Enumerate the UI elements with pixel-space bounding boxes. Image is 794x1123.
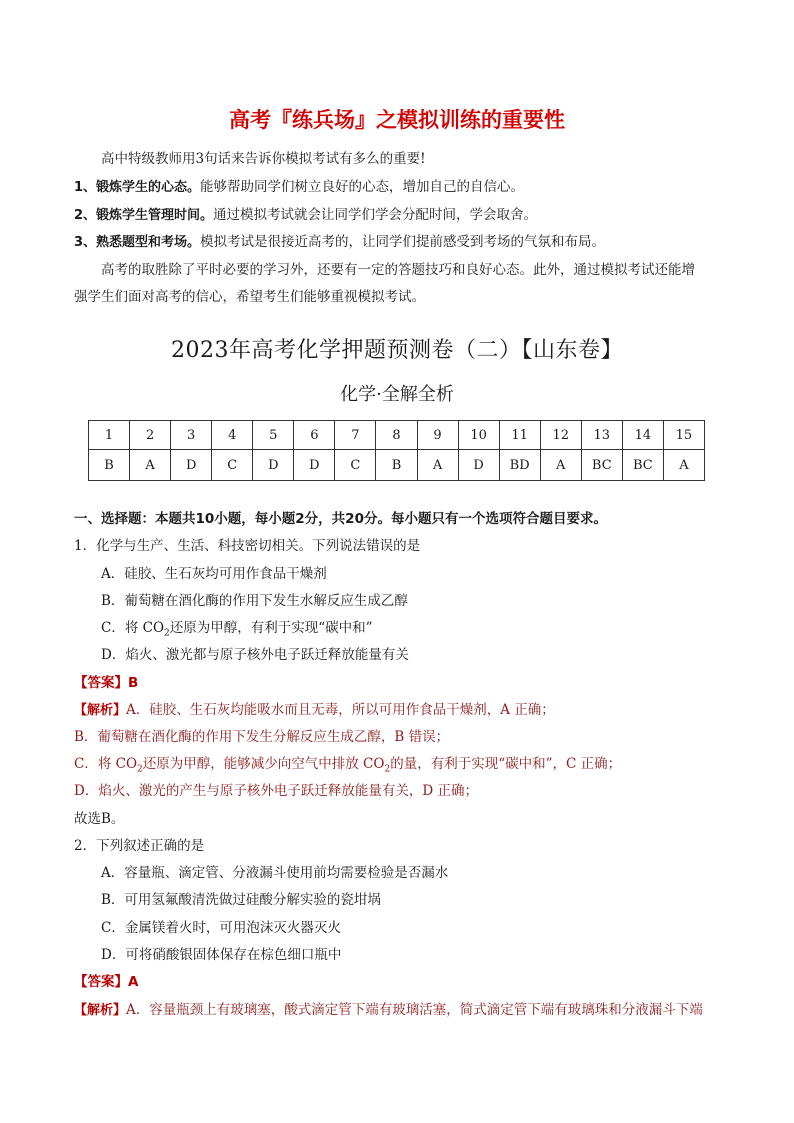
q1-option-c-post: 还原为甲醇，有利于实现“碳中和”: [169, 620, 373, 636]
q1-analysis-c-sub1: 2: [137, 764, 143, 775]
number-cell: 14: [622, 421, 663, 450]
answer-cell: A: [130, 450, 171, 481]
point-1-text: 能够帮助同学们树立良好的心态，增加自己的自信心。: [200, 179, 525, 195]
answer-cell: BC: [622, 450, 663, 481]
q1-analysis-c: [74, 754, 621, 780]
q1-analysis-a: [74, 700, 555, 721]
answer-cell: A: [540, 450, 581, 481]
point-3: [74, 232, 734, 253]
q2-stem: 2．下列叙述正确的是: [74, 838, 205, 854]
answer-table: [88, 420, 705, 481]
answer-cell: C: [335, 450, 376, 481]
answer-cell: D: [171, 450, 212, 481]
answer-cell: A: [663, 450, 704, 481]
answer-cell: C: [212, 450, 253, 481]
number-cell: 1: [89, 421, 130, 450]
number-cell: 8: [376, 421, 417, 450]
answer-table-answer-row: [89, 450, 705, 481]
exam-title: 2023年高考化学押题预测卷（二）【山东卷】: [171, 338, 623, 363]
q1-analysis-c-post: 的量，有利于实现“碳中和”，C 正确；: [390, 756, 622, 772]
q1-analysis-c-mid: 还原为甲醇，能够减少向空气中排放 CO: [142, 756, 385, 772]
answer-cell: BC: [581, 450, 622, 481]
q1-option-d: D．焰火、激光都与原子核外电子跃迁释放能量有关: [101, 647, 409, 663]
q1-option-c: [101, 618, 373, 644]
q2-option-a: A．容量瓶、滴定管、分液漏斗使用前均需要检验是否漏水: [101, 865, 449, 881]
q2-option-d: D．可将硝酸银固体保存在棕色细口瓶中: [101, 947, 342, 963]
q2-analysis-a-text: A．容量瓶颈上有玻璃塞，酸式滴定管下端有玻璃活塞，简式滴定管下端有玻璃珠和分液漏斗下端: [126, 1002, 703, 1018]
number-cell: 11: [499, 421, 540, 450]
q2-option-c: C．金属镁着火时，可用泡沫灭火器灭火: [101, 920, 341, 936]
answer-cell: B: [376, 450, 417, 481]
q2-answer: 【答案】A: [74, 974, 139, 990]
answer-cell: B: [89, 450, 130, 481]
number-cell: 5: [253, 421, 294, 450]
q1-analysis-label: 【解析】: [74, 703, 127, 718]
paragraph-line-2: 强学生们面对高考的信心，希望考生们能够重视模拟考试。: [74, 289, 425, 305]
q1-stem: 1．化学与生产、生活、科技密切相关。下列说法错误的是: [74, 538, 421, 554]
section-heading: 一、选择题：本题共10小题，每小题2分，共20分。每小题只有一个选项符合题目要求。: [74, 511, 607, 527]
q1-analysis-d: D．焰火、激光的产生与原子核外电子跃迁释放能量有关，D 正确；: [74, 783, 478, 799]
answer-cell: A: [417, 450, 458, 481]
q2-analysis-label: 【解析】: [74, 1003, 127, 1018]
q1-analysis-a-text: A．硅胶、生石灰均能吸水而且无毒，所以可用作食品干燥剂，A 正确；: [126, 702, 555, 718]
q1-analysis-b: B．葡萄糖在酒化酶的作用下发生分解反应生成乙醇，B 错误；: [74, 729, 450, 745]
answer-cell: D: [253, 450, 294, 481]
page-title: 高考『练兵场』之模拟训练的重要性: [229, 108, 565, 132]
exam-subtitle: 化学·全解全析: [340, 384, 454, 405]
q1-option-c-sub: 2: [164, 628, 170, 639]
number-cell: 6: [294, 421, 335, 450]
answer-cell: D: [458, 450, 499, 481]
point-1-label: 1、锻炼学生的心态。: [74, 180, 201, 195]
point-2-label: 2、锻炼学生管理时间。: [74, 208, 214, 223]
q1-analysis-c-sub2: 2: [384, 764, 391, 775]
q1-answer: 【答案】B: [74, 675, 139, 691]
answer-table-number-row: [89, 421, 705, 450]
point-3-label: 3、熟悉题型和考场。: [74, 235, 201, 250]
point-2: [74, 205, 734, 226]
point-2-text: 通过模拟考试就会让同学们学会分配时间，学会取舍。: [213, 207, 538, 223]
number-cell: 13: [581, 421, 622, 450]
number-cell: 2: [130, 421, 171, 450]
q2-option-b: B．可用氢氟酸清洗做过硅酸分解实验的瓷坩埚: [101, 892, 381, 908]
point-3-text: 模拟考试是很接近高考的，让同学们提前感受到考场的气氛和布局。: [200, 234, 606, 250]
q1-option-b: B．葡萄糖在酒化酶的作用下发生水解反应生成乙醇: [101, 593, 408, 609]
q2-analysis-a: [74, 1000, 703, 1021]
number-cell: 3: [171, 421, 212, 450]
intro-text: 高中特级教师用3句话来告诉你模拟考试有多么的重要!: [101, 151, 426, 167]
q1-conclusion: 故选B。: [74, 811, 125, 827]
number-cell: 7: [335, 421, 376, 450]
q1-option-c-pre: C．将 CO: [101, 620, 165, 636]
number-cell: 10: [458, 421, 499, 450]
answer-cell: D: [294, 450, 335, 481]
number-cell: 4: [212, 421, 253, 450]
answer-cell: BD: [499, 450, 540, 481]
point-1: [74, 177, 734, 198]
number-cell: 9: [417, 421, 458, 450]
q1-option-a: A．硅胶、生石灰均可用作食品干燥剂: [101, 566, 327, 582]
number-cell: 15: [663, 421, 704, 450]
q1-analysis-c-pre: C．将 CO: [74, 756, 138, 772]
number-cell: 12: [540, 421, 581, 450]
paragraph-line-1: 高考的取胜除了平时必要的学习外，还要有一定的答题技巧和良好心态。此外，通过模拟考试还能增: [101, 262, 695, 278]
